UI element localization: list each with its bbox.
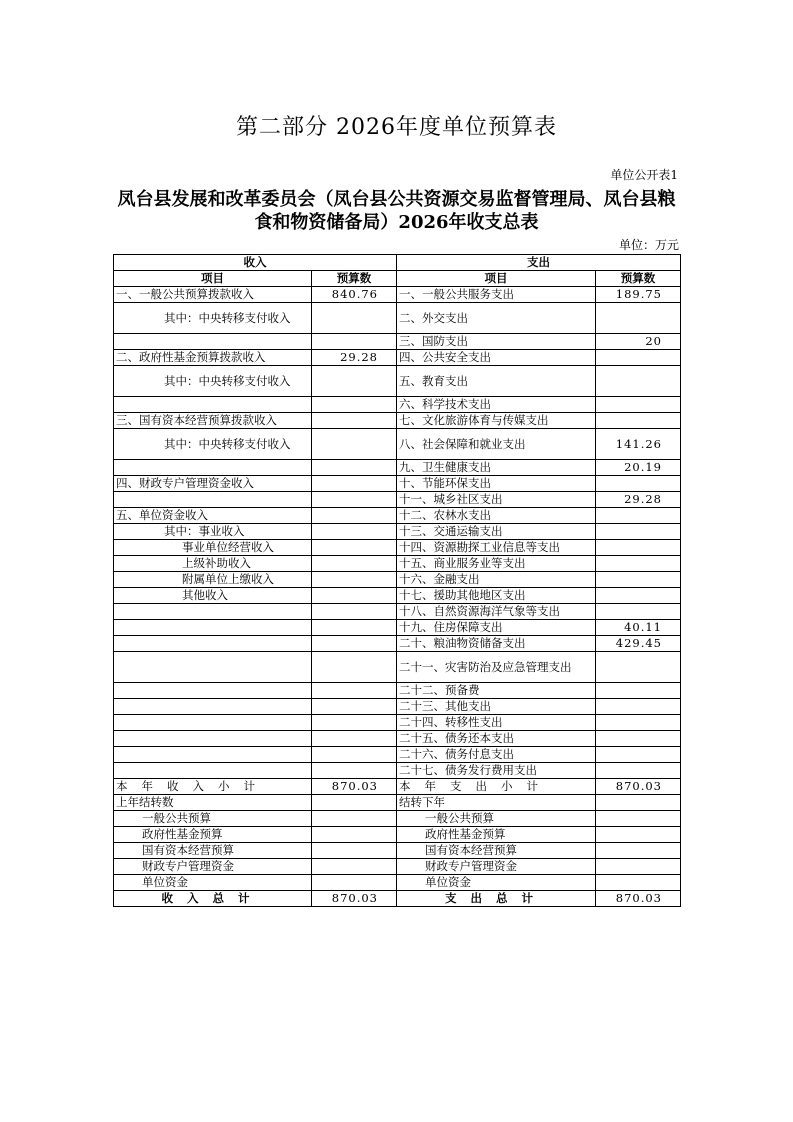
income-value-cell [312,827,397,843]
table-row [114,763,681,779]
income-value-cell [312,811,397,827]
income-item-cell: 国有资本经营预算 [114,843,312,859]
income-item-cell [114,683,312,699]
income-item-cell: 收入总计 [114,891,312,907]
table-row [114,715,681,731]
income-item-cell: 五、单位资金收入 [114,508,312,524]
income-value-cell [312,843,397,859]
table-row [114,843,681,859]
table-row [114,827,681,843]
table-row [114,891,681,907]
income-item-cell: 一、一般公共预算拨款收入 [114,287,312,303]
expense-value-cell: 20.19 [596,460,681,476]
expense-value-cell [596,683,681,699]
expense-item-cell: 一般公共预算 [397,811,596,827]
expense-value-cell [596,652,681,683]
expense-item-cell: 十二、农林水支出 [397,508,596,524]
expense-item-cell: 十六、金融支出 [397,572,596,588]
expense-value-cell [596,715,681,731]
table-row [114,636,681,652]
expense-item-cell: 二十七、债务发行费用支出 [397,763,596,779]
expense-item-cell: 五、教育支出 [397,366,596,397]
expense-item-cell: 二十三、其他支出 [397,699,596,715]
expense-value-cell [596,843,681,859]
income-item-cell [114,652,312,683]
table-row [114,508,681,524]
table-row [114,476,681,492]
expense-value-cell [596,763,681,779]
income-item-cell: 财政专户管理资金 [114,859,312,875]
expense-item-cell: 二十四、转移性支出 [397,715,596,731]
expense-value-cell [596,859,681,875]
expense-item-cell: 二十六、债务付息支出 [397,747,596,763]
expense-value-cell: 29.28 [596,492,681,508]
income-item-header: 项目 [114,271,312,287]
income-value-cell [312,715,397,731]
income-value-cell [312,524,397,540]
income-item-cell: 上级补助收入 [114,556,312,572]
expense-item-cell: 十七、援助其他地区支出 [397,588,596,604]
table-row [114,350,681,366]
expense-value-cell [596,303,681,334]
income-value-cell [312,460,397,476]
expense-value-cell [596,811,681,827]
expense-value-cell [596,875,681,891]
income-value-cell [312,795,397,811]
table-row [114,683,681,699]
income-item-cell [114,763,312,779]
table-row [114,492,681,508]
income-item-cell: 三、国有资本经营预算拨款收入 [114,413,312,429]
section-header-row [114,255,681,271]
income-item-cell [114,492,312,508]
income-item-cell: 其中：事业收入 [114,524,312,540]
expense-value-cell [596,827,681,843]
income-value-cell [312,572,397,588]
income-item-cell: 其中：中央转移支付收入 [114,429,312,460]
income-item-cell: 单位资金 [114,875,312,891]
expense-value-cell [596,572,681,588]
table-row [114,413,681,429]
expense-item-cell: 财政专户管理资金 [397,859,596,875]
expense-value-cell [596,366,681,397]
table-row [114,731,681,747]
income-item-cell [114,397,312,413]
income-item-cell: 二、政府性基金预算拨款收入 [114,350,312,366]
expense-value-cell [596,604,681,620]
income-item-cell: 事业单位经营收入 [114,540,312,556]
expense-item-cell: 八、社会保障和就业支出 [397,429,596,460]
expense-value-cell [596,556,681,572]
expense-value-cell [596,524,681,540]
table-row [114,572,681,588]
expense-item-cell: 结转下年 [397,795,596,811]
income-value-cell: 870.03 [312,891,397,907]
unit-label: 单位：万元 [618,238,679,252]
expense-value-cell [596,508,681,524]
expense-value-cell [596,699,681,715]
table-row [114,811,681,827]
income-value-cell [312,429,397,460]
expense-item-cell: 二十一、灾害防治及应急管理支出 [397,652,596,683]
income-value-cell [312,588,397,604]
column-header-row [114,271,681,287]
table-row [114,859,681,875]
budget-summary-table [113,254,681,907]
table-row [114,334,681,350]
income-value-cell [312,303,397,334]
table-row [114,604,681,620]
expense-value-cell [596,476,681,492]
expense-value-cell [596,588,681,604]
table-row [114,429,681,460]
income-item-cell: 附属单位上缴收入 [114,572,312,588]
table-row [114,540,681,556]
table-row [114,287,681,303]
income-value-cell [312,508,397,524]
expense-value-cell [596,795,681,811]
table-row [114,699,681,715]
table-row [114,779,681,795]
income-item-cell: 本年收入小计 [114,779,312,795]
expense-item-cell: 六、科学技术支出 [397,397,596,413]
income-value-cell [312,540,397,556]
income-item-cell: 其中：中央转移支付收入 [114,366,312,397]
table-row [114,460,681,476]
income-value-cell [312,683,397,699]
expense-value-cell: 40.11 [596,620,681,636]
income-item-cell: 上年结转数 [114,795,312,811]
income-value-cell [312,476,397,492]
income-value-cell [312,699,397,715]
expense-item-cell: 二十二、预备费 [397,683,596,699]
income-value-cell [312,604,397,620]
expense-value-cell: 870.03 [596,779,681,795]
income-value-cell [312,652,397,683]
income-value-cell: 870.03 [312,779,397,795]
expense-item-cell: 政府性基金预算 [397,827,596,843]
income-item-cell [114,636,312,652]
table-row [114,795,681,811]
expense-item-cell: 十五、商业服务业等支出 [397,556,596,572]
income-budget-header: 预算数 [312,271,397,287]
expense-item-cell: 二十五、债务还本支出 [397,731,596,747]
expense-value-cell [596,731,681,747]
expense-item-cell: 支出总计 [397,891,596,907]
income-value-cell [312,556,397,572]
income-item-cell [114,460,312,476]
table-row [114,875,681,891]
income-item-cell: 一般公共预算 [114,811,312,827]
income-value-cell [312,366,397,397]
expense-value-cell [596,413,681,429]
income-item-cell [114,715,312,731]
expense-value-cell [596,747,681,763]
table-row [114,620,681,636]
income-value-cell [312,413,397,429]
expense-item-cell: 四、公共安全支出 [397,350,596,366]
income-value-cell [312,620,397,636]
expense-item-cell: 二、外交支出 [397,303,596,334]
page-title: 第二部分 2026年度单位预算表 [236,115,557,140]
income-item-cell [114,620,312,636]
expense-item-cell: 本年支出小计 [397,779,596,795]
expense-item-cell: 二十、粮油物资储备支出 [397,636,596,652]
income-item-cell [114,334,312,350]
expense-item-header: 项目 [397,271,596,287]
table-title: 凤台县发展和改革委员会（凤台县公共资源交易监督管理局、凤台县粮食和物资储备局）2026年收支总表 [117,189,676,233]
expense-value-cell: 20 [596,334,681,350]
income-item-cell: 其他收入 [114,588,312,604]
income-item-cell [114,604,312,620]
income-value-cell [312,636,397,652]
expense-header: 支出 [397,255,681,271]
expense-item-cell: 十四、资源勘探工业信息等支出 [397,540,596,556]
income-value-cell [312,763,397,779]
expense-value-cell [596,397,681,413]
income-item-cell [114,747,312,763]
expense-item-cell: 十八、自然资源海洋气象等支出 [397,604,596,620]
expense-item-cell: 九、卫生健康支出 [397,460,596,476]
expense-value-cell: 189.75 [596,287,681,303]
income-value-cell [312,492,397,508]
income-value-cell [312,731,397,747]
table-row [114,303,681,334]
table-row [114,397,681,413]
expense-budget-header: 预算数 [596,271,681,287]
expense-item-cell: 十九、住房保障支出 [397,620,596,636]
income-item-cell [114,731,312,747]
income-item-cell [114,699,312,715]
expense-value-cell: 870.03 [596,891,681,907]
table-row [114,652,681,683]
income-value-cell: 840.76 [312,287,397,303]
expense-item-cell: 一、一般公共服务支出 [397,287,596,303]
table-row [114,366,681,397]
expense-value-cell: 429.45 [596,636,681,652]
income-item-cell: 政府性基金预算 [114,827,312,843]
table-number: 单位公开表1 [610,168,678,182]
expense-item-cell: 十、节能环保支出 [397,476,596,492]
income-value-cell [312,859,397,875]
expense-item-cell: 七、文化旅游体育与传媒支出 [397,413,596,429]
expense-item-cell: 十三、交通运输支出 [397,524,596,540]
expense-item-cell: 三、国防支出 [397,334,596,350]
income-value-cell [312,747,397,763]
expense-item-cell: 国有资本经营预算 [397,843,596,859]
table-row [114,588,681,604]
income-value-cell [312,334,397,350]
table-row [114,556,681,572]
income-item-cell: 四、财政专户管理资金收入 [114,476,312,492]
income-header: 收入 [114,255,397,271]
table-row [114,747,681,763]
income-value-cell [312,397,397,413]
expense-item-cell: 十一、城乡社区支出 [397,492,596,508]
expense-value-cell [596,350,681,366]
income-value-cell [312,875,397,891]
expense-value-cell [596,540,681,556]
expense-value-cell: 141.26 [596,429,681,460]
table-row [114,524,681,540]
expense-item-cell: 单位资金 [397,875,596,891]
income-item-cell: 其中：中央转移支付收入 [114,303,312,334]
income-value-cell: 29.28 [312,350,397,366]
